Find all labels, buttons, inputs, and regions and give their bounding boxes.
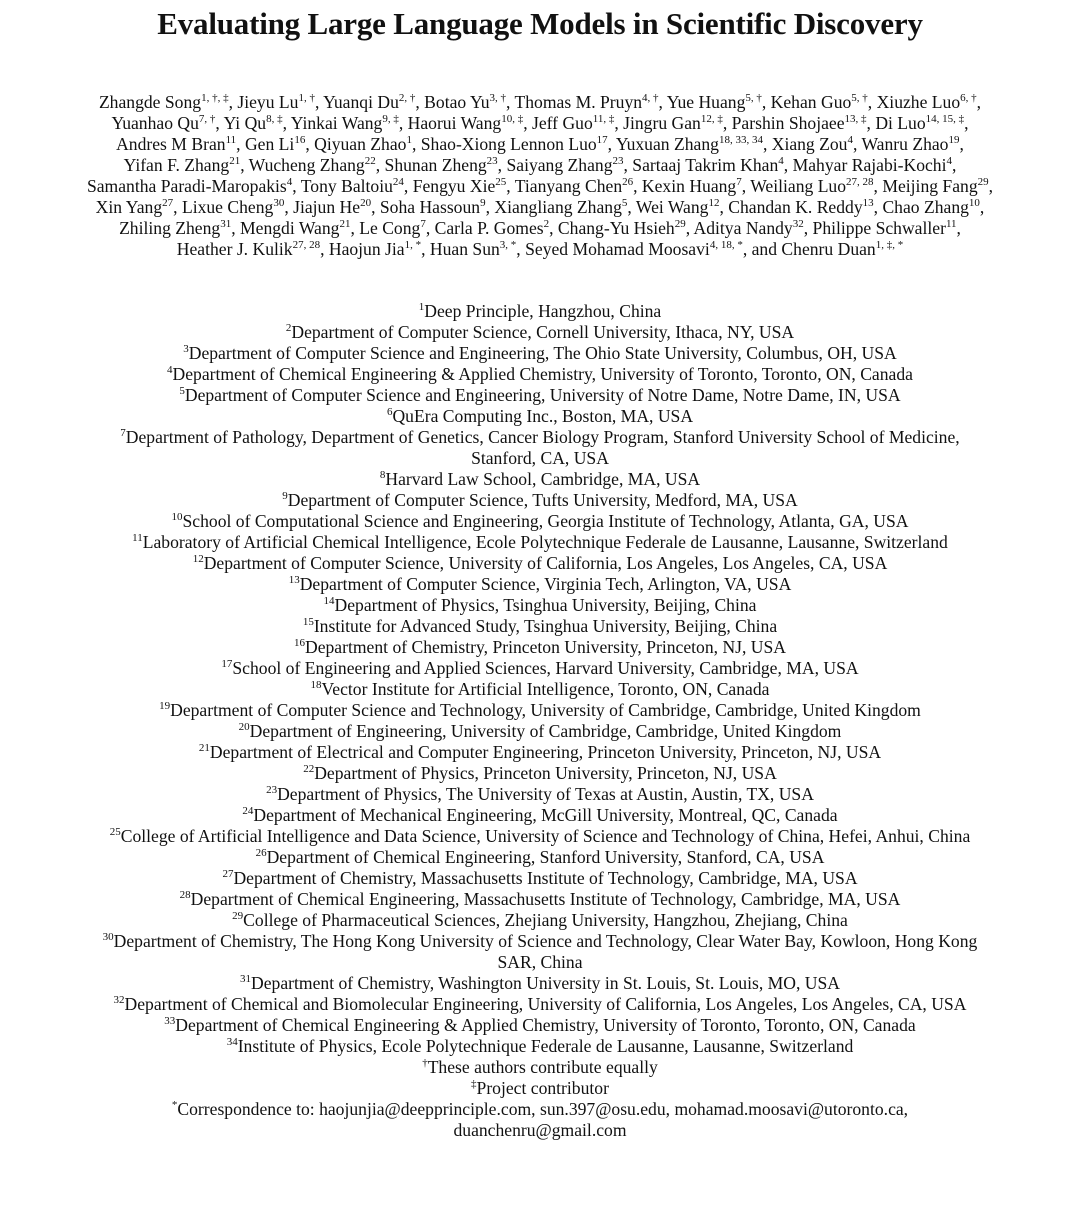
affiliation-text: Department of Chemistry, Princeton University, Princeton, NJ, USA <box>305 637 786 657</box>
affiliation-item <box>90 700 990 721</box>
affiliation-item <box>90 826 990 847</box>
affiliation-item <box>90 406 990 427</box>
author-name-text: Sartaaj Takrim Khan <box>632 155 779 175</box>
affiliation-text: Department of Chemistry, Massachusetts Institute of Technology, Cambridge, MA, USA <box>233 868 858 888</box>
author-affiliation-marks: 12 <box>708 197 720 210</box>
affiliation-item <box>90 364 990 385</box>
affiliation-item <box>90 847 990 868</box>
affiliation-text: Department of Physics, Tsinghua University, Beijing, China <box>334 595 757 615</box>
affiliation-text: Department of Chemical and Biomolecular Engineering, University of California, Los Angeles, Los Angeles, CA, USA <box>124 994 967 1014</box>
project-contributor-text: Project contributor <box>476 1078 609 1098</box>
author-name-text: Fengyu Xie <box>412 176 496 196</box>
author-affiliation-marks: 1, †, ‡ <box>201 92 229 105</box>
author-name <box>793 155 952 175</box>
author-name-text: Xiangliang Zhang <box>494 197 622 217</box>
author-affiliation-marks: 4 <box>946 155 952 168</box>
author-name-text: Thomas M. Pruyn <box>514 92 643 112</box>
author-name-text: Mengdi Wang <box>240 218 340 238</box>
author-name <box>882 176 988 196</box>
affiliation-item <box>90 805 990 826</box>
author-affiliation-marks: 6, † <box>960 92 977 105</box>
author-name-text: Chang-Yu Hsieh <box>557 218 675 238</box>
author-name <box>636 197 720 217</box>
author-name <box>329 239 421 259</box>
author-affiliation-marks: 10 <box>968 197 980 210</box>
affiliation-number: 15 <box>302 616 314 629</box>
author-name <box>111 113 215 133</box>
author-affiliation-marks: 9, ‡ <box>382 113 399 126</box>
author-affiliation-marks: 4 <box>286 176 293 189</box>
author-affiliation-marks: 29 <box>674 218 686 231</box>
affiliation-number: 34 <box>226 1036 238 1049</box>
author-name-text: Jieyu Lu <box>237 92 299 112</box>
affiliation-text: College of Artificial Intelligence and Data Science, University of Science and Technology of China, Hefei, Anhui, China <box>120 826 971 846</box>
affiliation-number: 31 <box>240 973 252 986</box>
affiliation-number: 32 <box>113 994 125 1007</box>
affiliation-text: Department of Pathology, Department of Genetics, Cancer Biology Program, Stanford University School of Medicine, Stanford, CA, USA <box>125 427 960 468</box>
author-affiliation-marks: 18, 33, 34 <box>718 134 763 147</box>
author-name-text: Heather J. Kulik <box>176 239 293 259</box>
author-name-text: Aditya Nandy <box>693 218 793 238</box>
affiliation-item <box>90 427 990 469</box>
affiliation-number: 29 <box>232 910 244 923</box>
affiliation-text: Department of Computer Science and Engineering, The Ohio State University, Columbus, OH, USA <box>188 343 897 363</box>
affiliation-item <box>90 469 990 490</box>
author-name-text: Kehan Guo <box>770 92 852 112</box>
affiliation-item <box>90 616 990 637</box>
author-name-text: Gen Li <box>244 134 295 154</box>
author-name-text: Chao Zhang <box>882 197 969 217</box>
affiliation-item <box>90 574 990 595</box>
affiliation-text: Department of Engineering, University of Cambridge, Cambridge, United Kingdom <box>249 721 842 741</box>
author-affiliation-marks: 14, 15, ‡ <box>925 113 965 126</box>
author-name <box>408 113 524 133</box>
author-name-text: Parshin Shojaee <box>731 113 845 133</box>
author-name <box>224 113 283 133</box>
affiliation-number: 5 <box>179 385 185 398</box>
affiliation-text: College of Pharmaceutical Sciences, Zhejiang University, Hangzhou, Zhejiang, China <box>243 910 848 930</box>
affiliation-item <box>90 532 990 553</box>
author-name <box>116 134 236 154</box>
author-affiliation-marks: 27, 28 <box>846 176 874 189</box>
author-name-text: Yinkai Wang <box>290 113 383 133</box>
affiliation-number: 24 <box>242 805 254 818</box>
author-name-text: Shao-Xiong Lennon Luo <box>420 134 597 154</box>
author-affiliation-marks: 12, ‡ <box>700 113 723 126</box>
affiliation-number: 18 <box>310 679 322 692</box>
affiliation-number: 33 <box>164 1015 176 1028</box>
author-affiliation-marks: 7, † <box>198 113 216 126</box>
author-affiliation-marks: 21 <box>339 218 351 231</box>
affiliation-text: School of Computational Science and Engineering, Georgia Institute of Technology, Atlanta, GA, USA <box>182 511 909 531</box>
affiliation-number: 10 <box>171 511 183 524</box>
author-name <box>359 218 426 238</box>
affiliation-item <box>90 658 990 679</box>
affiliation-text: Department of Chemical Engineering, Stanford University, Stanford, CA, USA <box>266 847 825 867</box>
author-name-text: Qiyuan Zhao <box>314 134 407 154</box>
affiliation-number: 12 <box>192 553 204 566</box>
author-affiliation-marks: 13 <box>862 197 874 210</box>
author-affiliation-marks: 13, ‡ <box>844 113 867 126</box>
author-name <box>616 134 763 154</box>
author-name <box>771 92 868 112</box>
affiliation-item <box>90 910 990 931</box>
author-name-text: Shunan Zheng <box>384 155 487 175</box>
author-name-text: Carla P. Gomes <box>434 218 544 238</box>
author-name <box>525 239 743 259</box>
author-name <box>435 218 549 238</box>
author-name-text: Tianyang Chen <box>514 176 623 196</box>
author-affiliation-marks: 5 <box>621 197 628 210</box>
author-name <box>182 197 284 217</box>
correspondence-note <box>90 1099 990 1141</box>
author-name <box>772 134 853 154</box>
author-name <box>514 92 658 112</box>
correspondence-text: Correspondence to: haojunjia@deepprinciple.com, sun.397@osu.edu, mohamad.moosavi@utoronto.ca, duanchenru@gmail.com <box>177 1099 909 1140</box>
equal-contribution-note <box>40 1057 1040 1078</box>
author-affiliation-marks: 26 <box>622 176 634 189</box>
affiliation-text: Department of Chemistry, Washington University in St. Louis, St. Louis, MO, USA <box>251 973 840 993</box>
author-name <box>632 155 784 175</box>
author-name <box>385 155 498 175</box>
author-name <box>694 218 804 238</box>
author-name <box>732 113 867 133</box>
author-affiliation-marks: 21 <box>229 155 241 168</box>
author-name <box>861 134 959 154</box>
author-name <box>781 239 903 259</box>
author-affiliation-marks: 19 <box>948 134 960 147</box>
author-name <box>293 197 371 217</box>
affiliation-number: 17 <box>221 658 233 671</box>
author-affiliation-marks: 3, * <box>499 239 517 252</box>
affiliation-number: 14 <box>323 595 335 608</box>
affiliation-text: Department of Chemical Engineering & Applied Chemistry, University of Toronto, Toronto, ON, Canada <box>172 364 913 384</box>
author-name <box>494 197 627 217</box>
affiliation-text: Deep Principle, Hangzhou, China <box>424 301 662 321</box>
author-name-text: Jeff Guo <box>531 113 593 133</box>
affiliation-text: Harvard Law School, Cambridge, MA, USA <box>385 469 701 489</box>
equal-contribution-text: These authors contribute equally <box>427 1057 658 1077</box>
affiliation-item <box>90 385 990 406</box>
author-affiliation-marks: 7 <box>420 218 426 231</box>
author-name-text: Botao Yu <box>424 92 490 112</box>
author-name <box>413 176 507 196</box>
affiliation-item <box>90 679 990 700</box>
author-affiliation-marks: 4 <box>847 134 853 147</box>
affiliation-number: 26 <box>255 847 267 860</box>
affiliation-item <box>90 889 990 910</box>
author-name <box>877 92 977 112</box>
author-name <box>882 197 979 217</box>
affiliation-number: 6 <box>386 406 393 419</box>
author-affiliation-marks: 7 <box>736 176 742 189</box>
affiliation-number: 1 <box>418 301 425 314</box>
author-affiliation-marks: 24 <box>392 176 404 189</box>
affiliation-item <box>90 343 990 364</box>
author-affiliation-marks: 4, 18, * <box>709 239 743 252</box>
affiliation-item <box>90 784 990 805</box>
affiliation-text: Department of Physics, The University of Texas at Austin, Austin, TX, USA <box>277 784 814 804</box>
affiliation-number: 3 <box>183 343 189 356</box>
author-affiliation-marks: 23 <box>486 155 498 168</box>
affiliation-item <box>90 931 990 973</box>
author-name <box>623 113 723 133</box>
author-affiliation-marks: 16 <box>294 134 306 147</box>
author-name <box>875 113 964 133</box>
author-affiliation-marks: 3, † <box>489 92 506 105</box>
affiliation-number: 27 <box>222 868 234 881</box>
author-name <box>728 197 873 217</box>
affiliation-item <box>90 301 990 322</box>
author-name <box>323 92 415 112</box>
author-affiliation-marks: 23 <box>612 155 624 168</box>
affiliation-item <box>90 721 990 742</box>
author-affiliation-marks: 1 <box>406 134 412 147</box>
author-name <box>642 176 742 196</box>
author-affiliation-marks: 31 <box>220 218 232 231</box>
affiliation-number: 9 <box>282 490 288 503</box>
author-name <box>424 92 506 112</box>
author-name-text: Xiuzhe Luo <box>876 92 961 112</box>
author-affiliation-marks: 1, ‡, * <box>875 239 904 252</box>
affiliation-text: Department of Computer Science and Technology, University of Cambridge, Cambridge, United Kingdom <box>170 700 921 720</box>
author-name-text: Lixue Cheng <box>181 197 274 217</box>
author-name-text: Di Luo <box>875 113 926 133</box>
author-name <box>177 239 320 259</box>
author-name <box>532 113 614 133</box>
affiliation-number: 22 <box>303 763 315 776</box>
affiliation-item <box>90 553 990 574</box>
author-name-text: Haorui Wang <box>407 113 502 133</box>
author-name-text: Samantha Paradi-Maropakis <box>86 176 287 196</box>
affiliation-text: QuEra Computing Inc., Boston, MA, USA <box>392 406 694 426</box>
paper-title: Evaluating Large Language Models in Scientific Discovery <box>157 6 923 41</box>
author-name-text: Soha Hassoun <box>379 197 481 217</box>
affiliation-number: 11 <box>132 532 143 545</box>
double-dagger-mark: ‡ <box>471 1078 477 1091</box>
affiliation-number: 7 <box>120 427 126 440</box>
author-affiliation-marks: 22 <box>364 155 376 168</box>
author-affiliation-marks: 5, † <box>851 92 868 105</box>
author-name <box>99 92 229 112</box>
author-name-text: Meijing Fang <box>882 176 978 196</box>
affiliation-text: Department of Computer Science, Tufts University, Medford, MA, USA <box>287 490 798 510</box>
author-affiliation-marks: 32 <box>792 218 804 231</box>
author-name-text: Yuanqi Du <box>323 92 399 112</box>
affiliation-text: Vector Institute for Artificial Intelligence, Toronto, ON, Canada <box>321 679 770 699</box>
affiliation-number: 21 <box>198 742 210 755</box>
author-affiliation-marks: 11 <box>945 218 957 231</box>
affiliation-item <box>90 637 990 658</box>
author-affiliation-marks: 27 <box>162 197 174 210</box>
affiliation-text: Department of Chemical Engineering & Applied Chemistry, University of Toronto, Toronto, ON, Canada <box>175 1015 916 1035</box>
affiliation-item <box>90 511 990 532</box>
author-name <box>240 218 350 238</box>
affiliation-text: Department of Electrical and Computer Engineering, Princeton University, Princeton, NJ, USA <box>209 742 882 762</box>
author-name <box>124 155 241 175</box>
author-final-joiner: , and <box>742 239 782 259</box>
affiliation-text: Institute for Advanced Study, Tsinghua University, Beijing, China <box>313 616 778 636</box>
author-name <box>87 176 292 196</box>
affiliation-item <box>90 595 990 616</box>
affiliation-text: Department of Physics, Princeton University, Princeton, NJ, USA <box>314 763 777 783</box>
author-name-text: Jingru Gan <box>623 113 701 133</box>
affiliation-item <box>90 1015 990 1036</box>
author-name <box>301 176 404 196</box>
author-name <box>245 134 305 154</box>
author-affiliation-marks: 2, † <box>398 92 416 105</box>
author-affiliation-marks: 9 <box>480 197 486 210</box>
author-name <box>515 176 633 196</box>
author-name-text: Xin Yang <box>95 197 163 217</box>
affiliation-item <box>90 742 990 763</box>
author-name-text: Chandan K. Reddy <box>728 197 863 217</box>
author-name-text: Seyed Mohamad Moosavi <box>525 239 710 259</box>
author-name-text: Yuxuan Zhang <box>615 134 719 154</box>
author-name-text: Wanru Zhao <box>861 134 949 154</box>
author-name <box>119 218 231 238</box>
affiliation-text: Laboratory of Artificial Chemical Intelligence, Ecole Polytechnique Federale de Lausanne, Lausanne, Switzerland <box>142 532 948 552</box>
affiliation-number: 8 <box>379 469 386 482</box>
author-name <box>291 113 399 133</box>
author-name-text: Philippe Schwaller <box>812 218 946 238</box>
author-name <box>558 218 686 238</box>
affiliation-number: 30 <box>102 931 114 944</box>
affiliation-text: Department of Chemistry, The Hong Kong University of Science and Technology, Clear Water Bay, Kowloon, Hong Kong SAR, China <box>113 931 978 972</box>
author-name <box>237 92 315 112</box>
author-name-text: Kexin Huang <box>641 176 737 196</box>
author-name <box>506 155 623 175</box>
author-affiliation-marks: 4, † <box>642 92 659 105</box>
author-name-text: Andres M Bran <box>116 134 226 154</box>
author-name-text: Mahyar Rajabi-Kochi <box>792 155 947 175</box>
affiliation-number: 2 <box>285 322 292 335</box>
author-name-text: Haojun Jia <box>328 239 405 259</box>
author-name-text: Xiang Zou <box>771 134 848 154</box>
author-name-text: Chenru Duan <box>781 239 876 259</box>
affiliation-text: Department of Computer Science, Cornell University, Ithaca, NY, USA <box>291 322 795 342</box>
author-name <box>421 134 608 154</box>
affiliation-items <box>40 301 1040 1057</box>
author-name-text: Le Cong <box>359 218 421 238</box>
author-name <box>314 134 412 154</box>
author-list: Zhangde Song$^{1, \dagger, \ddagger}$, Jieyu $Lu^{1, \dagger}$, Yuanqi $Du^{2, \dagger}$, Botao $Yu^{3, \dagger}$, Thomas M. Pruyn$^{4, \dagger}$, Yue Huang$^{5, \dagger}$, Kehan Guo$^{5, \dagger}$, Xiuzhe Luo$^{6, \dagger}$, Yuanhao $Qu^{7, \dagger}$, Yi $Qu^{8, \ddagger}$, Yinkai Wang$^{9, \ddagger}$, Haorui Wang$^{10, \ddagger}$, Jeff Guo$^{11, \ddagger}$, Jingru Gan$^{12, \ddagger}$, Parshin Shojaee$^{13, \ddagger}$, Di Luo$^{14, 15, \ddagger}$, Andres M Bran$^{11}$, Gen Li$^{16}$, Qiyuan Zhao$^1$, Shao-Xiong Lennon Luo$^{17}$, Yuxuan Zhang$^{18, 33, 34}$, Xiang Zou$^4$, Wanru Zhao$^{19}$, Yifan F. Zhang$^{21}$, Wucheng Zhang$^{22}$, Shunan Zheng$^{23}$, Saiyang Zhang$^{23}$, Sartaaj Takrim Khan$^4$, Mahyar Rajabi-Kochi$^4$, Samantha Paradi-Maropakis$^4$, Tony Baltoiu$^{24}$, Fengyu Xie$^{25}$, Tianyang Chen$^{26}$, Kexin Huang$^7$, Weiliang Luo$^{27, 28}$, Meijing Fang$^{29}$, Xin Yang$^{27}$, Lixue Cheng$^{30}$, Jiajun He$^{20}$, Soha Hassoun$^9$, Xiangliang Zhang$^5$, Wei Wang$^{12}$, Chandan K. Reddy$^{13}$, Chao Zhang$^{10}$, Zhiling Zheng$^{31}$, Mengdi Wang$^{21}$, Le Cong$^7$, Carla P. Gomes$^2$, Chang-Yu Hsieh$^{29}$, Aditya Nandy$^{32}$, Philippe Schwaller$^{11}$, Heather J. Kulik$^{27, 28}$, Haojun Jia$^{1, *}$, Huan Sun$^{3, *}$, Seyed Mohamad Moosavi$^{4, 18, *}$, and Chenru Duan$^{1, \ddagger, *}$ <box>86 92 994 259</box>
project-contributor-note <box>40 1078 1040 1099</box>
author-name-text: Yifan F. Zhang <box>123 155 230 175</box>
affiliation-item <box>90 763 990 784</box>
affiliation-item <box>90 994 990 1015</box>
author-name <box>813 218 957 238</box>
author-name <box>380 197 486 217</box>
author-affiliation-marks: 17 <box>596 134 608 147</box>
affiliation-list <box>40 301 1040 1141</box>
author-affiliation-marks: 29 <box>977 176 989 189</box>
author-affiliation-marks: 4 <box>778 155 784 168</box>
author-name-text: Yi Qu <box>223 113 267 133</box>
author-name-text: Yue Huang <box>666 92 746 112</box>
author-name <box>249 155 376 175</box>
affiliation-text: School of Engineering and Applied Sciences, Harvard University, Cambridge, MA, USA <box>232 658 859 678</box>
author-name-text: Wucheng Zhang <box>248 155 365 175</box>
author-name-text: Huan Sun <box>429 239 500 259</box>
author-affiliation-marks: 27, 28 <box>292 239 321 252</box>
author-name <box>430 239 516 259</box>
affiliation-number: 13 <box>288 574 300 587</box>
author-affiliation-marks: 8, ‡ <box>266 113 283 126</box>
affiliation-number: 16 <box>294 637 305 650</box>
author-affiliation-marks: 5, † <box>745 92 762 105</box>
author-affiliation-marks: 1, † <box>298 92 315 105</box>
affiliation-item <box>90 1036 990 1057</box>
asterisk-mark: * <box>171 1099 178 1112</box>
author-name-text: Zhangde Song <box>98 92 202 112</box>
author-name <box>96 197 173 217</box>
author-name-text: Yuanhao Qu <box>111 113 199 133</box>
affiliation-number: 23 <box>266 784 278 797</box>
affiliation-text: Department of Computer Science, University of California, Los Angeles, Los Angeles, CA, USA <box>203 553 888 573</box>
affiliation-number: 20 <box>238 721 250 734</box>
author-affiliation-marks: 30 <box>273 197 285 210</box>
affiliation-text: Department of Computer Science, Virginia Tech, Arlington, VA, USA <box>299 574 792 594</box>
affiliation-text: Institute of Physics, Ecole Polytechnique Federale de Lausanne, Lausanne, Switzerland <box>237 1036 854 1056</box>
affiliation-text: Department of Computer Science and Engineering, University of Notre Dame, Notre Dame, IN, USA <box>184 385 901 405</box>
author-affiliation-marks: 10, ‡ <box>501 113 524 126</box>
affiliation-number: 19 <box>159 700 171 713</box>
author-name-text: Zhiling Zheng <box>119 218 221 238</box>
author-affiliation-marks: 11, ‡ <box>592 113 615 126</box>
dagger-mark: † <box>422 1057 428 1070</box>
author-affiliation-marks: 1, * <box>404 239 422 252</box>
author-affiliation-marks: 11 <box>225 134 237 147</box>
affiliation-item <box>90 322 990 343</box>
author-name-text: Saiyang Zhang <box>506 155 613 175</box>
affiliation-text: Department of Mechanical Engineering, McGill University, Montreal, QC, Canada <box>253 805 838 825</box>
author-affiliation-marks: 20 <box>360 197 372 210</box>
author-affiliation-marks: 2 <box>543 218 550 231</box>
affiliation-number: 28 <box>179 889 191 902</box>
author-affiliation-marks: 25 <box>495 176 507 189</box>
author-name-text: Tony Baltoiu <box>300 176 393 196</box>
affiliation-number: 4 <box>167 364 173 377</box>
author-name-text: Jiajun He <box>293 197 361 217</box>
author-name <box>750 176 873 196</box>
affiliation-number: 25 <box>109 826 121 839</box>
author-name-text: Wei Wang <box>635 197 709 217</box>
affiliation-text: Department of Chemical Engineering, Massachusetts Institute of Technology, Cambridge, MA, USA <box>190 889 901 909</box>
affiliation-item <box>90 490 990 511</box>
affiliation-item <box>90 868 990 889</box>
author-name <box>667 92 762 112</box>
affiliation-item <box>90 973 990 994</box>
author-name-text: Weiliang Luo <box>750 176 847 196</box>
